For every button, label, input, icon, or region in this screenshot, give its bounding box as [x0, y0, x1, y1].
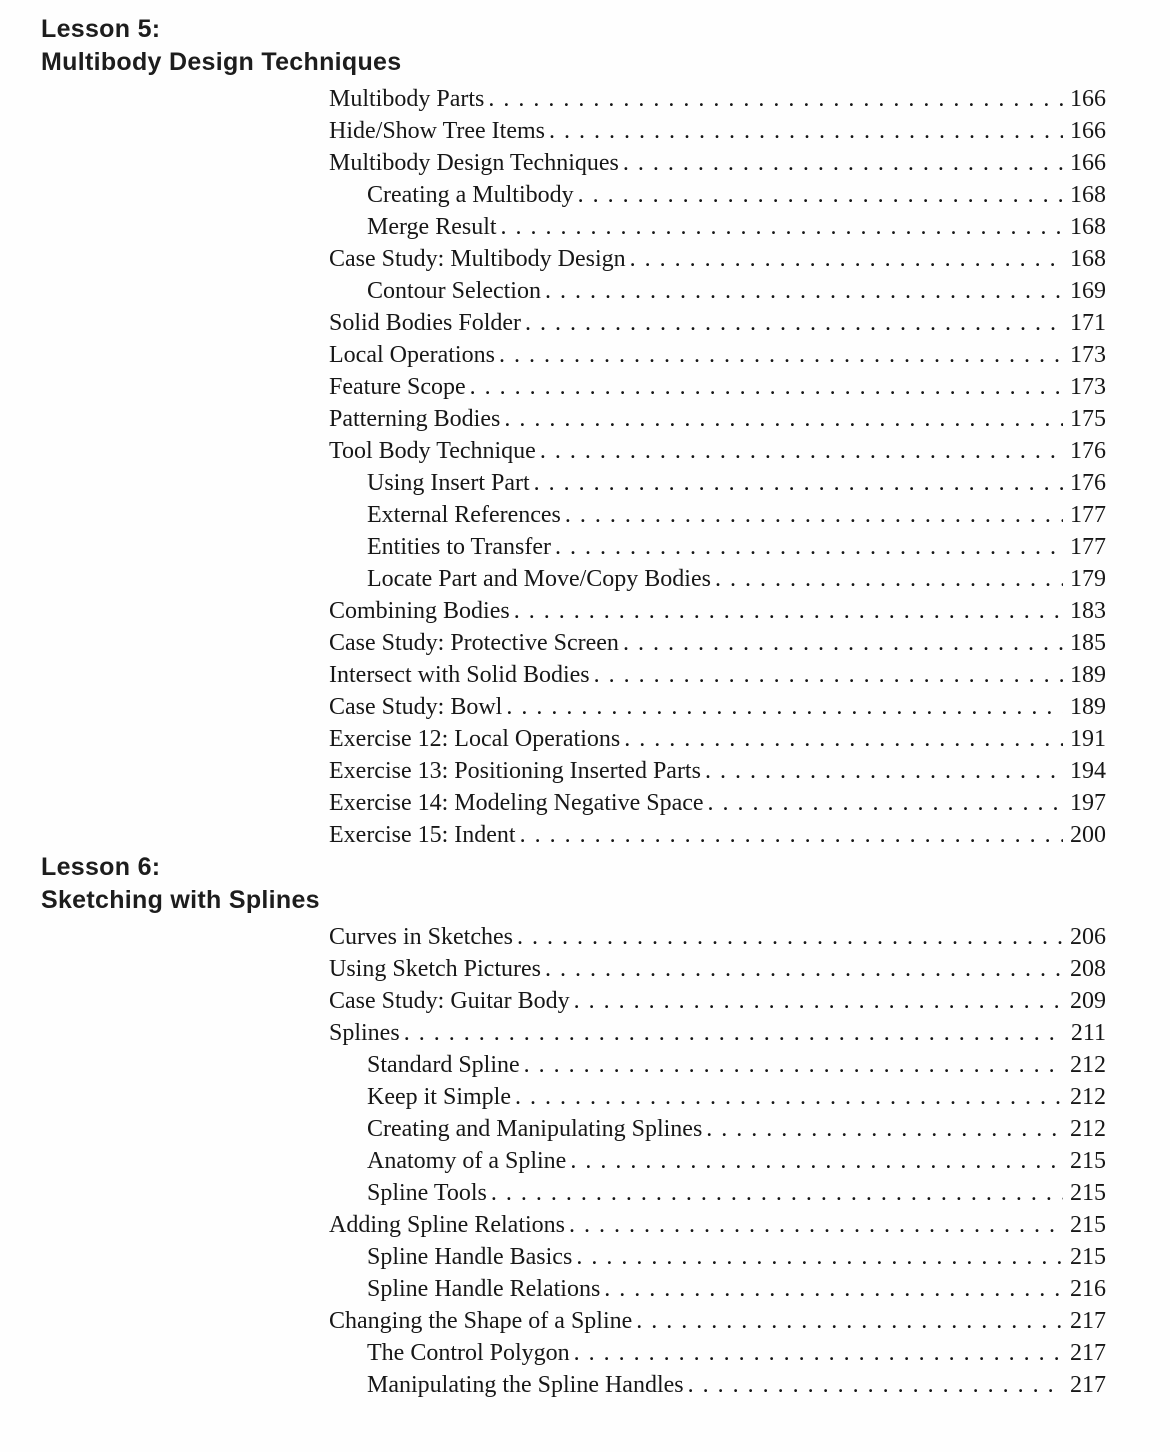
- toc-entry-title: Entities to Transfer: [367, 534, 551, 560]
- toc-entry-title: Solid Bodies Folder: [329, 310, 522, 336]
- toc-entry-title: The Control Polygon: [367, 1340, 570, 1366]
- toc-entry-title: Spline Handle Basics: [367, 1244, 573, 1270]
- dot-leader: [684, 1369, 1063, 1401]
- toc-entry: [329, 1209, 1106, 1241]
- toc-entry-page: 173: [1070, 374, 1106, 400]
- toc-entry-page: 206: [1070, 924, 1106, 950]
- dot-leader: [513, 921, 1063, 953]
- dot-leader: [619, 627, 1063, 659]
- dot-leader: [620, 723, 1063, 755]
- toc-entry-title: Exercise 12: Local Operations: [329, 726, 621, 752]
- toc-entry-page: 176: [1070, 470, 1106, 496]
- toc-entry: [329, 211, 1106, 243]
- toc-entry-page: 215: [1070, 1148, 1106, 1174]
- toc-entry: [329, 1081, 1106, 1113]
- toc-entry: [329, 243, 1106, 275]
- toc-entry-page: 216: [1070, 1276, 1106, 1302]
- toc-entry-page: 166: [1070, 150, 1106, 176]
- toc-entry-page: 189: [1070, 694, 1106, 720]
- toc-entry-page: 209: [1070, 988, 1106, 1014]
- lesson-label: Lesson 6:: [41, 853, 161, 881]
- dot-leader: [487, 1177, 1063, 1209]
- toc-entry: [329, 1337, 1106, 1369]
- toc-entry-title: Exercise 15: Indent: [329, 822, 516, 848]
- toc-entry-title: Creating a Multibody: [367, 182, 574, 208]
- dot-leader: [541, 275, 1063, 307]
- toc-entry-page: 171: [1070, 310, 1106, 336]
- toc-entry-page: 212: [1070, 1052, 1106, 1078]
- toc-entry: [329, 691, 1106, 723]
- dot-leader: [561, 499, 1063, 531]
- dot-leader: [570, 985, 1063, 1017]
- dot-leader: [565, 1209, 1063, 1241]
- toc-entry: [329, 307, 1106, 339]
- dot-leader: [545, 115, 1063, 147]
- toc-entry-page: 215: [1070, 1244, 1106, 1270]
- dot-leader: [520, 1049, 1063, 1081]
- toc-entry-page: 177: [1070, 534, 1106, 560]
- dot-leader: [551, 531, 1063, 563]
- lesson-section: [41, 13, 1106, 851]
- toc-entry-title: Local Operations: [329, 342, 495, 368]
- toc-entry-title: Contour Selection: [367, 278, 541, 304]
- toc-entry-title: Case Study: Bowl: [329, 694, 503, 720]
- toc-entry: [329, 499, 1106, 531]
- lesson-label: Lesson 5:: [41, 15, 161, 43]
- dot-leader: [511, 1081, 1063, 1113]
- toc-entry: [329, 1241, 1106, 1273]
- toc-entry-page: 189: [1070, 662, 1106, 688]
- toc-entry-title: Creating and Manipulating Splines: [367, 1116, 703, 1142]
- toc-entry-title: Hide/Show Tree Items: [329, 118, 545, 144]
- toc-entry: [329, 435, 1106, 467]
- toc-entry-title: Spline Handle Relations: [367, 1276, 601, 1302]
- dot-leader: [701, 755, 1063, 787]
- dot-leader: [566, 1145, 1063, 1177]
- toc-entry: [329, 275, 1106, 307]
- toc-entry: [329, 1305, 1106, 1337]
- toc-entry-page: 168: [1070, 214, 1106, 240]
- toc-entry: [329, 339, 1106, 371]
- toc-entry-page: 194: [1070, 758, 1106, 784]
- lesson-title: Sketching with Splines: [41, 886, 320, 914]
- toc-entry-title: Manipulating the Spline Handles: [367, 1372, 684, 1398]
- toc-entry: [329, 115, 1106, 147]
- toc-entry: [329, 921, 1106, 953]
- dot-leader: [574, 179, 1063, 211]
- toc-entry: [329, 1145, 1106, 1177]
- dot-leader: [704, 787, 1063, 819]
- dot-leader: [510, 595, 1063, 627]
- toc-entry-title: Splines: [329, 1020, 400, 1046]
- toc-entry-title: Using Sketch Pictures: [329, 956, 541, 982]
- dot-leader: [572, 1241, 1063, 1273]
- dot-leader: [502, 691, 1063, 723]
- toc-entry-title: Tool Body Technique: [329, 438, 536, 464]
- toc-entry-title: Locate Part and Move/Copy Bodies: [367, 566, 711, 592]
- toc-entry-page: 200: [1070, 822, 1106, 848]
- toc-entry-page: 168: [1070, 246, 1106, 272]
- toc-entry-page: 217: [1070, 1308, 1106, 1334]
- toc-entry-page: 185: [1070, 630, 1106, 656]
- toc-entry: [329, 819, 1106, 851]
- toc-entry-page: 215: [1070, 1212, 1106, 1238]
- toc-entry-page: 215: [1070, 1180, 1106, 1206]
- dot-leader: [536, 435, 1063, 467]
- dot-leader: [497, 211, 1063, 243]
- toc-entry: [329, 755, 1106, 787]
- dot-leader: [619, 147, 1063, 179]
- toc-entry: [329, 83, 1106, 115]
- toc-entry: [329, 563, 1106, 595]
- dot-leader: [495, 339, 1063, 371]
- toc-entry-title: Case Study: Multibody Design: [329, 246, 626, 272]
- toc-entry-page: 211: [1070, 1020, 1106, 1046]
- toc-entry-page: 166: [1070, 86, 1106, 112]
- toc-entry-page: 191: [1070, 726, 1106, 752]
- dot-leader: [711, 563, 1063, 595]
- toc-entry-page: 173: [1070, 342, 1106, 368]
- toc-entry-title: Merge Result: [367, 214, 497, 240]
- lesson-section: [41, 851, 1106, 1401]
- toc-entry: [329, 953, 1106, 985]
- toc-entry-page: 168: [1070, 182, 1106, 208]
- toc-entry: [329, 1273, 1106, 1305]
- toc-entry-list: [329, 921, 1106, 1401]
- toc-entry-title: Curves in Sketches: [329, 924, 513, 950]
- toc-entry-page: 179: [1070, 566, 1106, 592]
- toc-entry-title: Patterning Bodies: [329, 406, 501, 432]
- toc-entry-title: Multibody Parts: [329, 86, 485, 112]
- dot-leader: [632, 1305, 1063, 1337]
- toc-entry: [329, 1369, 1106, 1401]
- toc-entry-page: 169: [1070, 278, 1106, 304]
- toc-entry-title: Exercise 13: Positioning Inserted Parts: [329, 758, 701, 784]
- dot-leader: [541, 953, 1063, 985]
- toc-entry-title: Multibody Design Techniques: [329, 150, 619, 176]
- toc-entry: [329, 595, 1106, 627]
- toc-entry: [329, 467, 1106, 499]
- lesson-title: Multibody Design Techniques: [41, 48, 402, 76]
- dot-leader: [590, 659, 1063, 691]
- dot-leader: [400, 1017, 1064, 1049]
- toc-entry-page: 212: [1070, 1116, 1106, 1142]
- toc-entry-page: 208: [1070, 956, 1106, 982]
- toc-entry: [329, 371, 1106, 403]
- dot-leader: [702, 1113, 1063, 1145]
- toc-entry-title: Standard Spline: [367, 1052, 520, 1078]
- toc-entry-title: Spline Tools: [367, 1180, 487, 1206]
- toc-entry: [329, 659, 1106, 691]
- toc-entry-title: Anatomy of a Spline: [367, 1148, 567, 1174]
- toc-entry: [329, 1177, 1106, 1209]
- toc-entry: [329, 787, 1106, 819]
- toc-entry-page: 217: [1070, 1340, 1106, 1366]
- toc-entry-page: 176: [1070, 438, 1106, 464]
- toc-entry-page: 212: [1070, 1084, 1106, 1110]
- toc-entry-page: 183: [1070, 598, 1106, 624]
- toc-entry-page: 166: [1070, 118, 1106, 144]
- toc-entry-page: 197: [1070, 790, 1106, 816]
- toc-entry-page: 175: [1070, 406, 1106, 432]
- toc-entry: [329, 1017, 1106, 1049]
- dot-leader: [500, 403, 1063, 435]
- toc-entry: [329, 179, 1106, 211]
- toc-entry-title: Exercise 14: Modeling Negative Space: [329, 790, 704, 816]
- dot-leader: [521, 307, 1063, 339]
- toc-entry-title: Keep it Simple: [367, 1084, 511, 1110]
- toc-entry-title: Changing the Shape of a Spline: [329, 1308, 633, 1334]
- toc-entry-title: Case Study: Protective Screen: [329, 630, 619, 656]
- dot-leader: [516, 819, 1063, 851]
- toc-entry: [329, 1049, 1106, 1081]
- dot-leader: [600, 1273, 1063, 1305]
- dot-leader: [466, 371, 1063, 403]
- toc-entry-title: Intersect with Solid Bodies: [329, 662, 590, 688]
- toc-entry: [329, 1113, 1106, 1145]
- toc-entry: [329, 403, 1106, 435]
- toc-sections: [41, 13, 1106, 1401]
- toc-entry-title: Adding Spline Relations: [329, 1212, 565, 1238]
- dot-leader: [484, 83, 1063, 115]
- toc-entry-page: 177: [1070, 502, 1106, 528]
- toc-entry: [329, 147, 1106, 179]
- toc-entry-title: Combining Bodies: [329, 598, 510, 624]
- toc-entry-title: Using Insert Part: [367, 470, 530, 496]
- toc-entry-title: Case Study: Guitar Body: [329, 988, 570, 1014]
- dot-leader: [570, 1337, 1063, 1369]
- toc-entry-title: External References: [367, 502, 561, 528]
- toc-entry: [329, 985, 1106, 1017]
- toc-entry-title: Feature Scope: [329, 374, 466, 400]
- toc-entry: [329, 723, 1106, 755]
- toc-entry: [329, 531, 1106, 563]
- toc-entry-page: 217: [1070, 1372, 1106, 1398]
- dot-leader: [626, 243, 1063, 275]
- toc-entry: [329, 627, 1106, 659]
- dot-leader: [530, 467, 1063, 499]
- toc-entry-list: [329, 83, 1106, 851]
